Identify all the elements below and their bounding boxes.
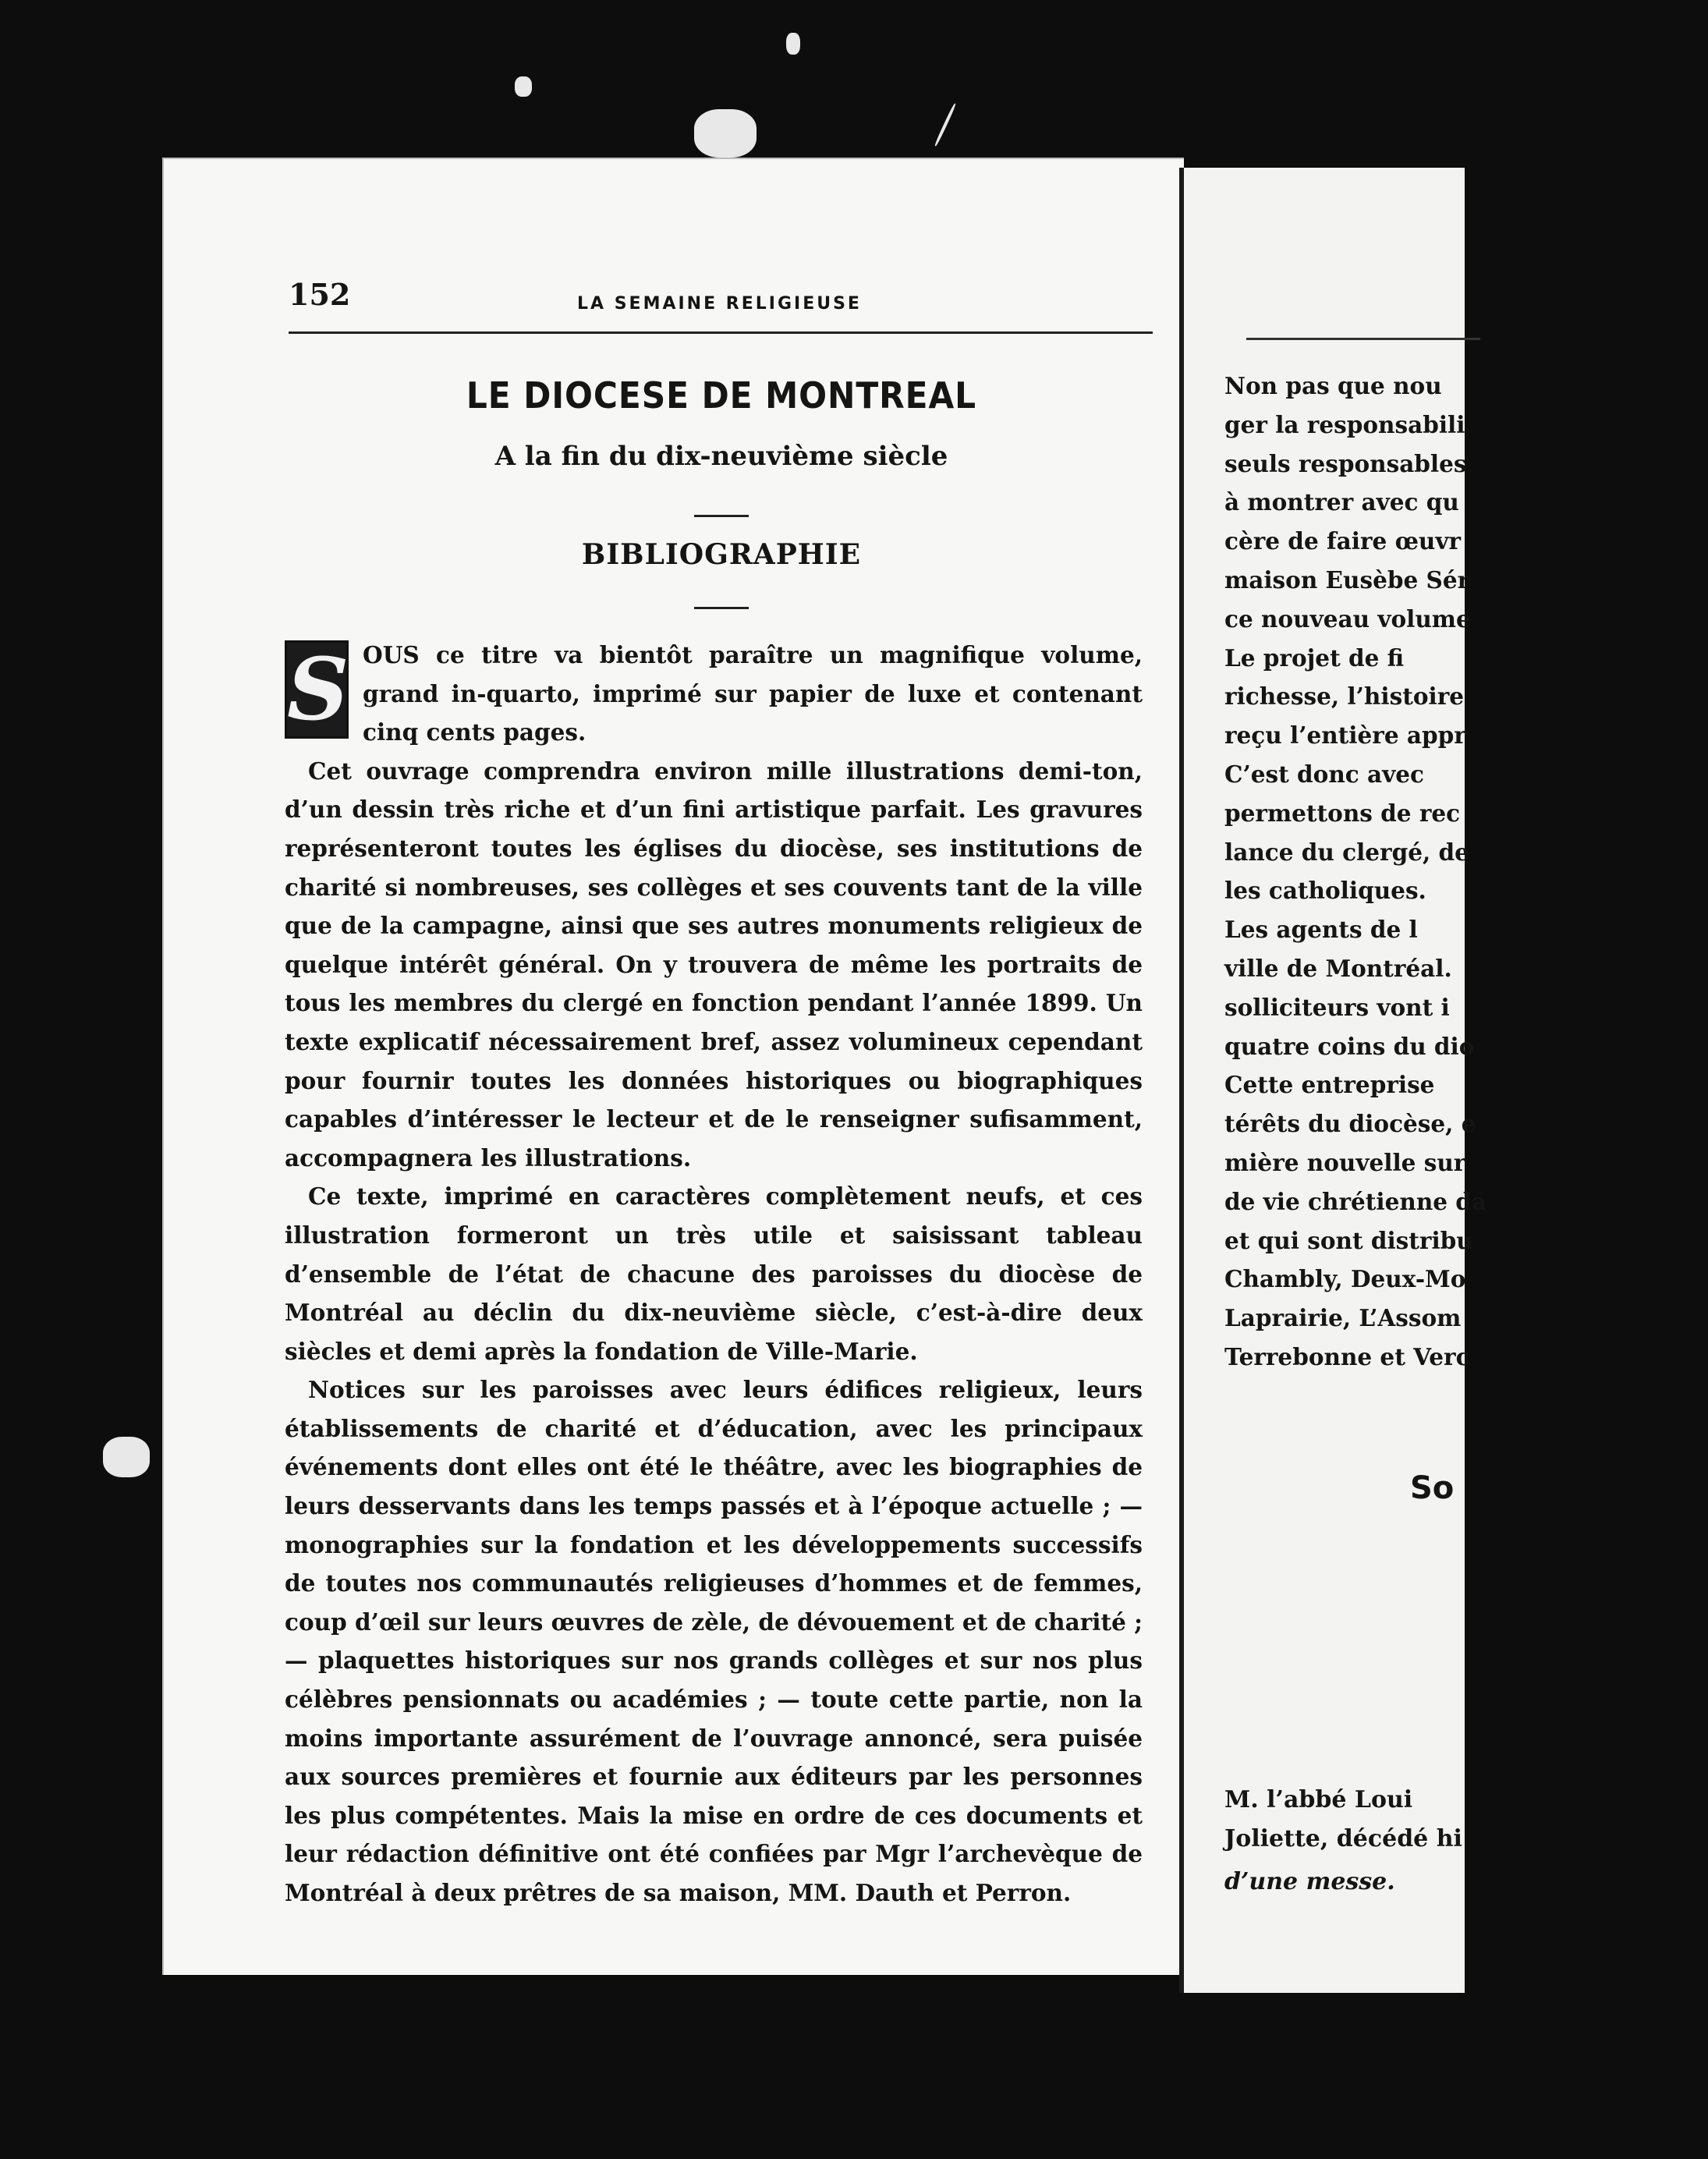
text-line: térêts du diocèse, e: [1224, 1110, 1476, 1138]
paragraph: [285, 636, 1143, 752]
header-rule: [1246, 338, 1480, 340]
text-line: Laprairie, L’Assom: [1224, 1304, 1462, 1332]
title-divider: [694, 515, 749, 517]
text-line: quatre coins du dio: [1224, 1032, 1475, 1060]
text-line: ger la responsabili: [1224, 410, 1465, 438]
page-number: 152: [289, 277, 351, 312]
section-heading: BIBLIOGRAPHIE: [581, 538, 862, 571]
text-line: richesse, l’histoire: [1224, 682, 1465, 711]
running-header: [289, 277, 1154, 339]
right-item-line: Joliette, décédé hi: [1224, 1825, 1462, 1852]
text-line: et qui sont distribu: [1224, 1226, 1473, 1254]
right-item-line: M. l’abbé Loui: [1224, 1786, 1413, 1813]
text-line: de vie chrétienne da: [1224, 1187, 1487, 1215]
text-line: à montrer avec qu: [1224, 488, 1459, 516]
text-line: solliciteurs vont i: [1224, 993, 1450, 1021]
text-line: Cette entreprise: [1224, 1071, 1435, 1099]
text-line: Les agents de l: [1224, 916, 1418, 944]
dust-speck: [694, 109, 757, 158]
paragraph: Ce texte, imprimé en caractères complètement neufs, et ces illustration formeront un très utile et saisissant tableau d’ensemble de l’état de chacune des paroisses du diocèse de Montréal au déclin du dix-neuvième siècle, c’est-à-dire deux siècles et demi après la fondation de Ville-Marie.: [285, 1182, 1143, 1365]
text-line: ville de Montréal.: [1224, 954, 1452, 982]
text-line: maison Eusèbe Sér: [1224, 565, 1470, 594]
text-line: les catholiques.: [1224, 877, 1426, 905]
text-line: C’est donc avec: [1224, 760, 1424, 788]
dust-speck: [103, 1437, 150, 1477]
text-line: lance du clergé, de: [1224, 838, 1469, 866]
right-page-text: [1224, 367, 1708, 1377]
running-title: LA SEMAINE RELIGIEUSE: [577, 294, 862, 314]
text-line: Chambly, Deux-Mo: [1224, 1265, 1466, 1293]
right-item-line: d’une messe.: [1224, 1868, 1395, 1895]
dropcap-letter: S: [285, 640, 349, 739]
dust-speck: [515, 76, 532, 97]
paragraph-text: OUS ce titre va bientôt paraître un magnifique volume, grand in-quarto, imprimé sur papier de luxe et contenant cinq cents pages.: [363, 641, 1143, 746]
header-rule: [289, 331, 1153, 334]
dust-speck: [934, 103, 957, 147]
text-line: cère de faire œuvr: [1224, 527, 1462, 555]
paragraph: Notices sur les paroisses avec leurs édifices religieux, leurs établissements de charité et d’éducation, avec les principaux événements dont elles ont été le théâtre, avec les biographies de leurs desservants dans les temps passés et à l’époque actuelle ; — monographies sur la fondation et les développements successifs de toutes nos communautés religieuses d’hommes et de femmes, coup d’œil sur leurs œuvres de zèle, de dévouement et de charité ; — plaquettes historiques sur nos grands collèges et sur nos plus célèbres pensionnats ou académies ; — toute cette partie, non la moins importante assurément de l’ouvrage annoncé, sera puisée aux sources premières et fournie aux éditeurs par les personnes les plus compétentes. Mais la mise en ordre de ces documents et leur rédaction définitive ont été confiées par Mgr l’archevèque de Montréal à deux prêtres de sa maison, MM. Dauth et Perron.: [285, 1376, 1143, 1906]
text-line: ce nouveau volume: [1224, 604, 1471, 633]
text-line: seuls responsables: [1224, 449, 1467, 477]
text-line: Le projet de fi: [1224, 643, 1405, 672]
dust-speck: [786, 33, 800, 55]
section-divider: [694, 607, 749, 609]
text-line: reçu l’entière appr: [1224, 721, 1466, 750]
text-line: permettons de rec: [1224, 799, 1461, 827]
article-subtitle: A la fin du dix-neuvième siècle: [494, 441, 948, 472]
text-line: Terrebonne et Verc: [1224, 1342, 1470, 1370]
paragraph: Cet ouvrage comprendra environ mille illustrations demi-ton, d’un dessin très riche et d’un fini artistique parfait. Les gravures représenteront toutes les églises du diocèse, ses institutions de charité si nombreuses, ses collèges et ses couvents tant de la ville que de la campagne, ainsi que ses autres monuments religieux de quelque intérêt général. On y trouvera de même les portraits de tous les membres du clergé en fonction pendant l’année 1899. Un texte explicatif nécessairement bref, assez volumineux cependant pour fournir toutes les données historiques ou biographiques capables d’intéresser le lecteur et de le renseigner sufisamment, accompagnera les illustrations.: [285, 757, 1143, 1172]
article-body: [285, 636, 1143, 1913]
right-section-heading: So: [1410, 1470, 1455, 1506]
text-line: Non pas que nou: [1224, 372, 1442, 399]
text-line: mière nouvelle sur: [1224, 1148, 1466, 1176]
right-page: [1179, 168, 1487, 1993]
article-title: LE DIOCESE DE MONTREAL: [466, 374, 977, 417]
